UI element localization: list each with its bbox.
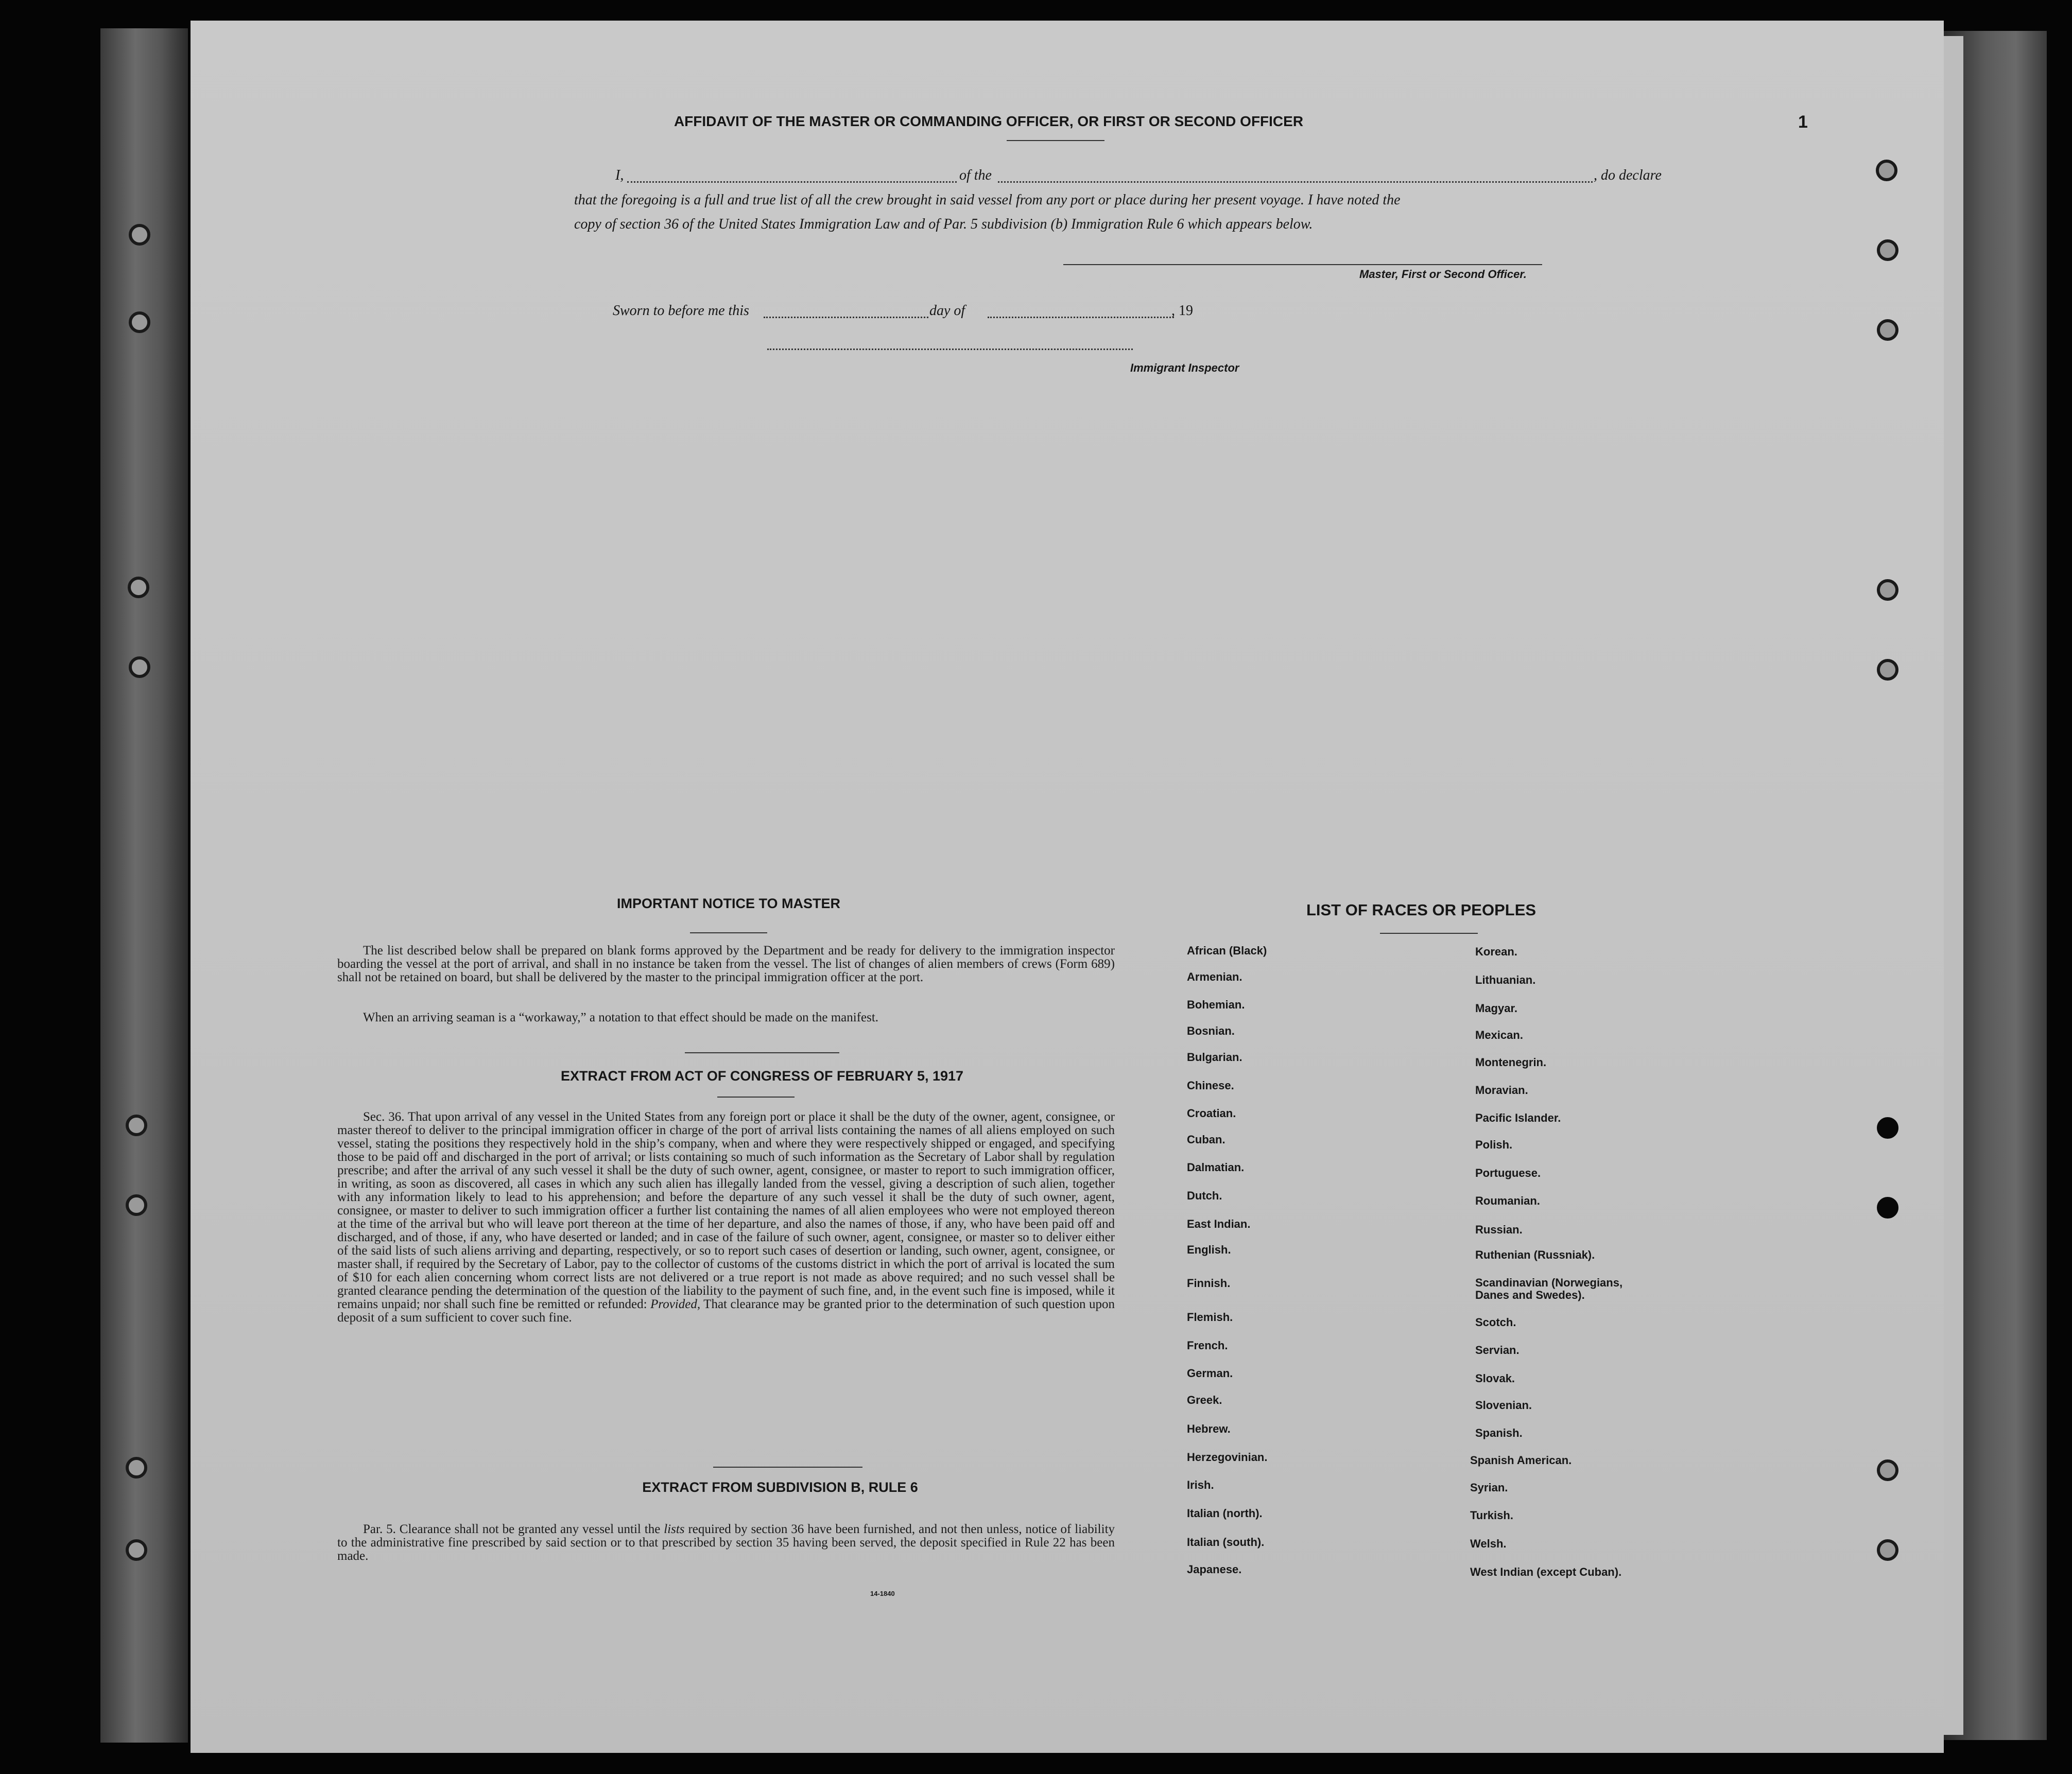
race-item: East Indian. [1187,1218,1251,1230]
punch-hole-icon [129,656,150,678]
race-item: Servian. [1475,1344,1520,1356]
race-item: Mexican. [1475,1029,1523,1041]
punch-hole-icon [1877,239,1898,261]
race-item: English. [1187,1243,1231,1256]
act-section-text [337,1110,1115,1325]
race-item: Bosnian. [1187,1024,1235,1037]
signature-label: Master, First or Second Officer. [1359,268,1527,281]
rule-text-a: Par. 5. Clearance shall not be granted any vessel until the [363,1522,661,1536]
race-item: German. [1187,1367,1233,1380]
punch-hole-icon [126,1115,147,1136]
notice-divider [690,932,767,933]
race-item: African (Black) [1187,944,1267,957]
punch-hole-icon [128,577,149,598]
race-item: Moravian. [1475,1084,1528,1097]
affidavit-declare: , do declare [1594,167,1662,183]
document-page [191,21,1944,1753]
punch-hole-icon [126,1457,147,1479]
inspector-signature-line [767,349,1133,350]
race-item: Bulgarian. [1187,1051,1242,1064]
race-item: Greek. [1187,1394,1222,1406]
punch-hole-icon [1877,1197,1898,1219]
rule-lists: lists [664,1522,685,1536]
notice-title: IMPORTANT NOTICE TO MASTER [617,896,840,911]
form-number: 14-1840 [870,1590,895,1597]
punch-hole-icon [126,1194,147,1216]
act-title: EXTRACT FROM ACT OF CONGRESS OF FEBRUARY 5, 1917 [560,1068,964,1084]
sworn-label: Sworn to before me this [613,303,749,319]
act-section-body: That upon arrival of any vessel in the United States from any foreign port or place it shall be the duty of the owner, agent, consignee, or master thereof to deliver to the principal immigration officer in charge of the port of arrival lists containing the names of all aliens employed on such vessel, stating the positions they respectively hold in the ship’s company, when and where they were respectively shipped or engaged, and specifying those to be paid off and discharged in the port of arrival; or lists containing so much of such information as the Secretary of Labor shall by regulation prescribe; and after the arrival of any such vessel it shall be the duty of such owner, agent, consignee, or master to report to such immigration officer, in writing, as soon as discovered, all cases in which any such alien has illegally landed from the vessel, giving a description of such alien, together with any information likely to lead to his apprehension; and before the departure of any such vessel it shall be the duty of such owner, agent, consignee, or master to deliver to such immigration officer a further list containing the names of all alien employees who were not employed thereon at the time of the arrival but who will leave port thereon at the time of her departure, and also the names of those, if any, who have been paid off and discharged, and of those, if any, who have deserted or landed; and in case of the failure of such owner, agent, consignee, or master so to deliver either of the said lists of such aliens arriving and departing, respectively, or so to report such cases of desertion or landing, such owner, agent, consignee, or master shall, if required by the Secretary of Labor, pay to the collector of customs of the customs district in which the port of arrival is located the sum of $10 for each alien concerning whom correct lists are not delivered or a true report is not made as above required; and no such vessel shall be granted clearance pending the determination of the question of the liability to the payment of such fine, and, in the event such fine is imposed, while it remains unpaid; nor shall such fine be remitted or refunded: [337,1110,1115,1311]
day-of-label: day of [929,303,965,319]
race-item: Italian (south). [1187,1536,1265,1549]
race-item: Polish. [1475,1138,1513,1151]
race-item: Japanese. [1187,1563,1242,1576]
affidavit-title: AFFIDAVIT OF THE MASTER OR COMMANDING OFFICER, OR FIRST OR SECOND OFFICER [674,113,1304,129]
race-item: Slovak. [1475,1372,1515,1385]
race-item: Russian. [1475,1223,1523,1236]
punch-hole-icon [1877,579,1898,601]
race-item: Pacific Islander. [1475,1111,1561,1124]
race-item: Herzegovinian. [1187,1451,1268,1464]
affidavit-line-i: I, [615,167,624,183]
race-item: Finnish. [1187,1277,1231,1290]
race-item: Dalmatian. [1187,1161,1245,1174]
sworn-month-field[interactable] [988,317,1174,318]
affidavit-line-3: copy of section 36 of the United States Immigration Law and of Par. 5 subdivision (b) Immigration Rule 6 which appears below. [574,216,1313,232]
punch-hole-icon [1877,1459,1898,1481]
race-item: Korean. [1475,945,1517,958]
punch-hole-icon [1877,1539,1898,1561]
race-item: Scandinavian (Norwegians, Danes and Swedes). [1475,1276,1623,1301]
race-item: Syrian. [1470,1481,1508,1494]
race-item: Turkish. [1470,1509,1513,1522]
race-item: Welsh. [1470,1537,1507,1550]
act-section-end: That clearance may be granted prior to the determination of such question upon deposit of a sum sufficient to cover such fine. [337,1297,1115,1325]
punch-hole-icon [1876,160,1897,181]
section-divider [685,1052,839,1053]
rule-text-b: required by section 36 have been furnished, and not then unless, notice of liability to the administrative fine prescribed by said section or to that prescribed by section 35 having been served, the deposit specified in Rule 22 has been made. [337,1522,1115,1563]
race-item: Dutch. [1187,1189,1222,1202]
race-item: Montenegrin. [1475,1056,1547,1069]
binder-left-edge [100,28,188,1743]
punch-hole-icon [1877,319,1898,341]
page-mark: 1 [1798,112,1808,132]
race-item: Cuban. [1187,1133,1225,1146]
vessel-field[interactable] [998,181,1593,183]
race-item: Lithuanian. [1475,973,1536,986]
punch-hole-icon [129,224,150,246]
races-title: LIST OF RACES OR PEOPLES [1306,901,1536,919]
race-item: Italian (north). [1187,1507,1263,1520]
signature-line [1063,264,1542,265]
race-item: French. [1187,1339,1228,1352]
race-item: Scotch. [1475,1316,1516,1329]
race-item: Roumanian. [1475,1194,1540,1207]
race-item: West Indian (except Cuban). [1470,1566,1622,1578]
notice-paragraph-2: When an arriving seaman is a “workaway,” a notation to that effect should be made on the manifest. [363,1011,879,1024]
race-item: Spanish American. [1470,1454,1572,1467]
punch-hole-icon [126,1539,147,1561]
act-section-number: Sec. 36. [363,1110,405,1124]
punch-hole-icon [1877,1117,1898,1139]
race-item: Croatian. [1187,1107,1236,1120]
races-divider [1380,933,1478,934]
inspector-label: Immigrant Inspector [1130,361,1239,374]
affidavit-of-the: of the [959,167,992,183]
punch-hole-icon [129,311,150,333]
act-end-divider [713,1467,862,1468]
punch-hole-icon [1877,659,1898,681]
rule-title: EXTRACT FROM SUBDIVISION B, RULE 6 [642,1480,918,1495]
race-item: Magyar. [1475,1002,1517,1015]
race-item: Portuguese. [1475,1167,1541,1179]
race-item: Irish. [1187,1479,1214,1491]
race-item: Bohemian. [1187,998,1245,1011]
year-label: , 19 [1171,303,1193,319]
notice-paragraph-1: The list described below shall be prepared on blank forms approved by the Department and be ready for delivery to the immigration inspector boarding the vessel at the port of arrival, and shall in no instance be taken from the vessel. The list of changes of alien members of crews (Form 689) shall not be retained on board, but shall be delivered by the master to the principal immigration officer at the port. [337,944,1115,984]
title-divider [1007,140,1104,141]
race-item: Chinese. [1187,1079,1234,1092]
race-item: Slovenian. [1475,1399,1532,1412]
race-item: Hebrew. [1187,1422,1231,1435]
race-item: Ruthenian (Russniak). [1475,1248,1595,1261]
act-divider [717,1097,795,1098]
race-item: Spanish. [1475,1427,1523,1439]
act-provided: Provided, [650,1297,701,1311]
race-item: Flemish. [1187,1311,1233,1324]
race-item: Armenian. [1187,970,1242,983]
rule-text [337,1523,1115,1563]
sworn-day-field[interactable] [764,317,928,318]
name-field[interactable] [627,181,957,183]
affidavit-line-2: that the foregoing is a full and true list of all the crew brought in said vessel from any port or place during her present voyage. I have noted the [574,192,1401,208]
